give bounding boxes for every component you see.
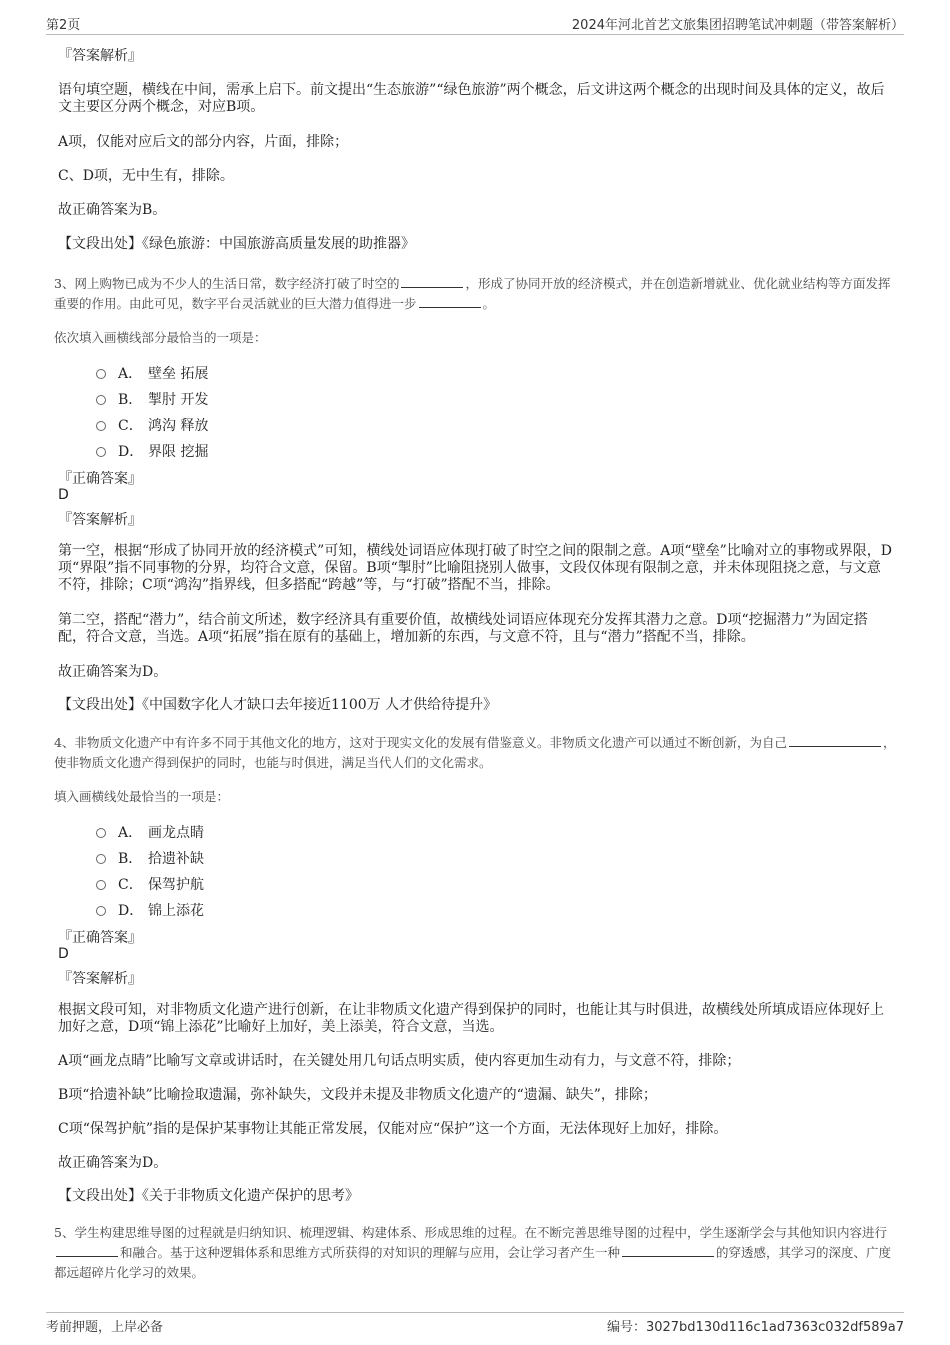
- question-3-prompt: 依次填入画横线部分最恰当的一项是：: [54, 330, 267, 345]
- radio-icon[interactable]: [96, 828, 106, 838]
- page-header: [46, 14, 904, 35]
- analysis-paragraph: C、D项，无中生有，排除。: [58, 168, 234, 184]
- source-citation: 【文段出处】《中国数字化人才缺口去年接近1100万 人才供给待提升》: [58, 697, 498, 713]
- radio-icon[interactable]: [96, 421, 106, 431]
- analysis-label: 『答案解析』: [58, 512, 142, 528]
- analysis-label: 『答案解析』: [58, 971, 142, 987]
- question-3-option-c[interactable]: C． 鸿沟 释放: [96, 415, 208, 435]
- analysis-paragraph: C项“保驾护航”指的是保护某事物让其能正常发展，仅能对应“保护”这一个方面，无法体现好上加好，排除。: [58, 1121, 728, 1137]
- footer-slogan: 考前押题，上岸必备: [46, 1320, 164, 1335]
- question-3-option-d[interactable]: D． 界限 挖掘: [96, 441, 208, 461]
- analysis-conclusion: 故正确答案为D。: [58, 1155, 168, 1171]
- analysis-paragraph: B项“拾遗补缺”比喻捡取遗漏，弥补缺失，文段并未提及非物质文化遗产的“遗漏、缺失”，排除；: [58, 1087, 657, 1103]
- question-5-stem: 5、学生构建思维导图的过程就是归纳知识、梳理逻辑、构建体系、形成思维的过程。在不断完善思维导图的过程中，学生逐渐学会与其他知识内容进行和融合。基于这种逻辑体系和思维方式所获得的对知识的理解与应用，会让学习者产生一种 的穿透感，其学习的深度、广度都远超碎片化学习的效果。: [54, 1225, 892, 1280]
- question-4-stem: 4、非物质文化遗产中有许多不同于其他文化的地方，这对于现实文化的发展有借鉴意义。非物质文化遗产可以通过不断创新，为自己 ，使非物质文化遗产得到保护的同时，也能与时俱进，满足当代人们的文化需求。: [54, 735, 896, 770]
- answer-blank: [56, 1244, 118, 1257]
- analysis-paragraph: A项，仅能对应后文的部分内容，片面，排除；: [58, 134, 349, 150]
- question-4-option-c[interactable]: C． 保驾护航: [96, 874, 204, 894]
- source-citation: 【文段出处】《关于非物质文化遗产保护的思考》: [58, 1188, 359, 1204]
- analysis-conclusion: 故正确答案为B。: [58, 202, 167, 218]
- analysis-paragraph: 第二空，搭配“潜力”，结合前文所述，数字经济具有重要价值，故横线处词语应体现充分发挥其潜力之意。D项“挖掘潜力”为固定搭配，符合文意，当选。A项“拓展”指在原有的基础上，增加新的东西，与文意不符，且与“潜力”搭配不当，排除。: [58, 612, 868, 645]
- answer-blank: [622, 1244, 714, 1257]
- source-citation: 【文段出处】《绿色旅游：中国旅游高质量发展的助推器》: [58, 236, 415, 252]
- correct-answer-value: D: [58, 487, 69, 503]
- correct-answer-label: 『正确答案』: [58, 471, 142, 487]
- answer-blank: [789, 734, 881, 747]
- radio-icon[interactable]: [96, 906, 106, 916]
- question-3-option-b[interactable]: B． 掣肘 开发: [96, 389, 208, 409]
- answer-blank: [419, 295, 481, 308]
- radio-icon[interactable]: [96, 395, 106, 405]
- correct-answer-value: D: [58, 946, 69, 962]
- question-4-option-d[interactable]: D． 锦上添花: [96, 900, 204, 920]
- radio-icon[interactable]: [96, 854, 106, 864]
- document-id: 编号：3027bd130d116c1ad7363c032df589a7: [606, 1320, 904, 1335]
- analysis-label: 『答案解析』: [58, 48, 142, 64]
- analysis-paragraph: 语句填空题，横线在中间，需承上启下。前文提出“生态旅游”“绿色旅游”两个概念，后文讲这两个概念的出现时间及具体的定义，故后文主要区分两个概念，对应B项。: [58, 82, 885, 115]
- radio-icon[interactable]: [96, 447, 106, 457]
- question-3-stem: 3、网上购物已成为不少人的生活日常，数字经济打破了时空的 ，形成了协同开放的经济模式，并在创造新增就业、优化就业结构等方面发挥重要的作用。由此可见，数字平台灵活就业的巨大潜力值得进一步 。: [54, 276, 891, 311]
- correct-answer-label: 『正确答案』: [58, 930, 142, 946]
- document-title: 2024年河北首艺文旅集团招聘笔试冲刺题（带答案解析）: [571, 18, 904, 33]
- question-4-option-a[interactable]: A． 画龙点睛: [96, 822, 204, 842]
- page-number: 第2页: [46, 18, 81, 33]
- question-3-option-a[interactable]: A． 壁垒 拓展: [96, 363, 208, 383]
- analysis-paragraph: 根据文段可知，对非物质文化遗产进行创新，在让非物质文化遗产得到保护的同时，也能让其与时俱进，故横线处所填成语应体现好上加好之意，D项“锦上添花”比喻好上加好，美上添美，符合文意，当选。: [58, 1002, 884, 1035]
- page-footer: [46, 1312, 904, 1337]
- answer-blank: [401, 275, 463, 288]
- analysis-paragraph: 第一空，根据“形成了协同开放的经济模式”可知，横线处词语应体现打破了时空之间的限制之意。A项“壁垒”比喻对立的事物或界限，D项“界限”指不同事物的分界，均符合文意，保留。B项“掣肘”比喻阻挠别人做事，文段仅体现有限制之意，并未体现阻挠之意，与文意不符，排除；C项“鸿沟”指界线，但多搭配“跨越”等，与“打破”搭配不当，排除。: [58, 543, 892, 593]
- analysis-conclusion: 故正确答案为D。: [58, 664, 168, 680]
- analysis-paragraph: A项“画龙点睛”比喻写文章或讲话时，在关键处用几句话点明实质，使内容更加生动有力，与文意不符，排除；: [58, 1053, 741, 1069]
- question-4-option-b[interactable]: B． 拾遗补缺: [96, 848, 204, 868]
- radio-icon[interactable]: [96, 369, 106, 379]
- radio-icon[interactable]: [96, 880, 106, 890]
- question-4-prompt: 填入画横线处最恰当的一项是：: [54, 789, 230, 804]
